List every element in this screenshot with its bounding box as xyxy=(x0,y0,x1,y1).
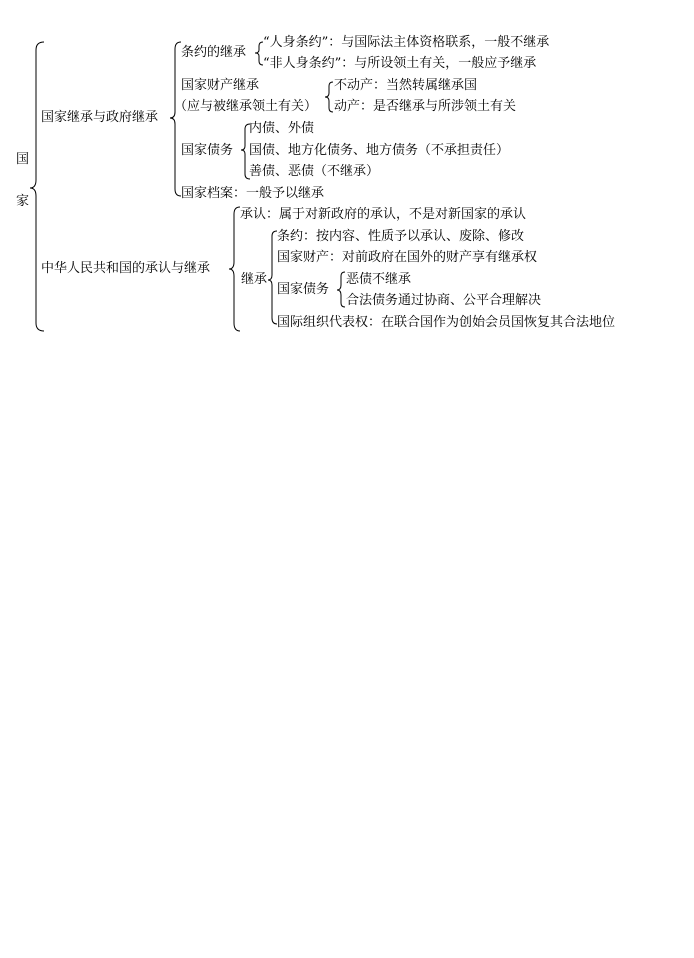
brace-treaty xyxy=(255,42,263,65)
prc-title: 中华人民共和国的承认与继承 xyxy=(41,261,211,276)
debt-item-2: 国债、地方化债务、地方债务（不承担责任） xyxy=(249,143,510,158)
inherit-treaty: 条约：按内容、性质予以承认、废除、修改 xyxy=(277,229,525,244)
inherit-debt-label: 国家债务 xyxy=(277,282,330,297)
treaty-item-1: “人身条约”：与国际法主体资格联系，一般不继承 xyxy=(263,35,550,50)
root-char-2: 家 xyxy=(16,194,30,209)
brace-prc-debt xyxy=(337,272,345,307)
succession-title: 国家继承与政府继承 xyxy=(41,110,159,125)
inherit-debt-item-1: 恶债不继承 xyxy=(346,272,412,287)
treaty-label: 条约的继承 xyxy=(181,45,247,60)
inherit-org: 国际组织代表权：在联合国作为创始会员国恢复其合法地位 xyxy=(277,315,616,330)
debt-label: 国家债务 xyxy=(181,143,234,158)
debt-item-3: 善债、恶债（不继承） xyxy=(249,164,380,179)
brace-property xyxy=(325,82,333,112)
property-label-1: 国家财产继承 xyxy=(181,78,260,93)
treaty-item-2: “非人身条约”：与所设领土有关，一般应予继承 xyxy=(263,56,537,71)
brace-root xyxy=(30,42,44,331)
inherit-label: 继承 xyxy=(241,272,268,287)
inherit-property: 国家财产：对前政府在国外的财产享有继承权 xyxy=(277,250,538,265)
prc-recognition: 承认：属于对新政府的承认，不是对新国家的承认 xyxy=(240,207,527,222)
brace-inherit xyxy=(268,231,277,324)
root-char-1: 国 xyxy=(16,152,30,167)
property-label-2: （应与被继承领土有关） xyxy=(174,99,318,114)
property-item-1: 不动产：当然转属继承国 xyxy=(334,78,478,93)
brace-prc xyxy=(229,207,240,331)
archives: 国家档案：一般予以继承 xyxy=(181,186,325,201)
property-item-2: 动产：是否继承与所涉领土有关 xyxy=(334,99,517,114)
brace-succession xyxy=(170,42,181,196)
inherit-debt-item-2: 合法债务通过协商、公平合理解决 xyxy=(346,293,542,308)
debt-item-1: 内债、外债 xyxy=(249,121,315,136)
